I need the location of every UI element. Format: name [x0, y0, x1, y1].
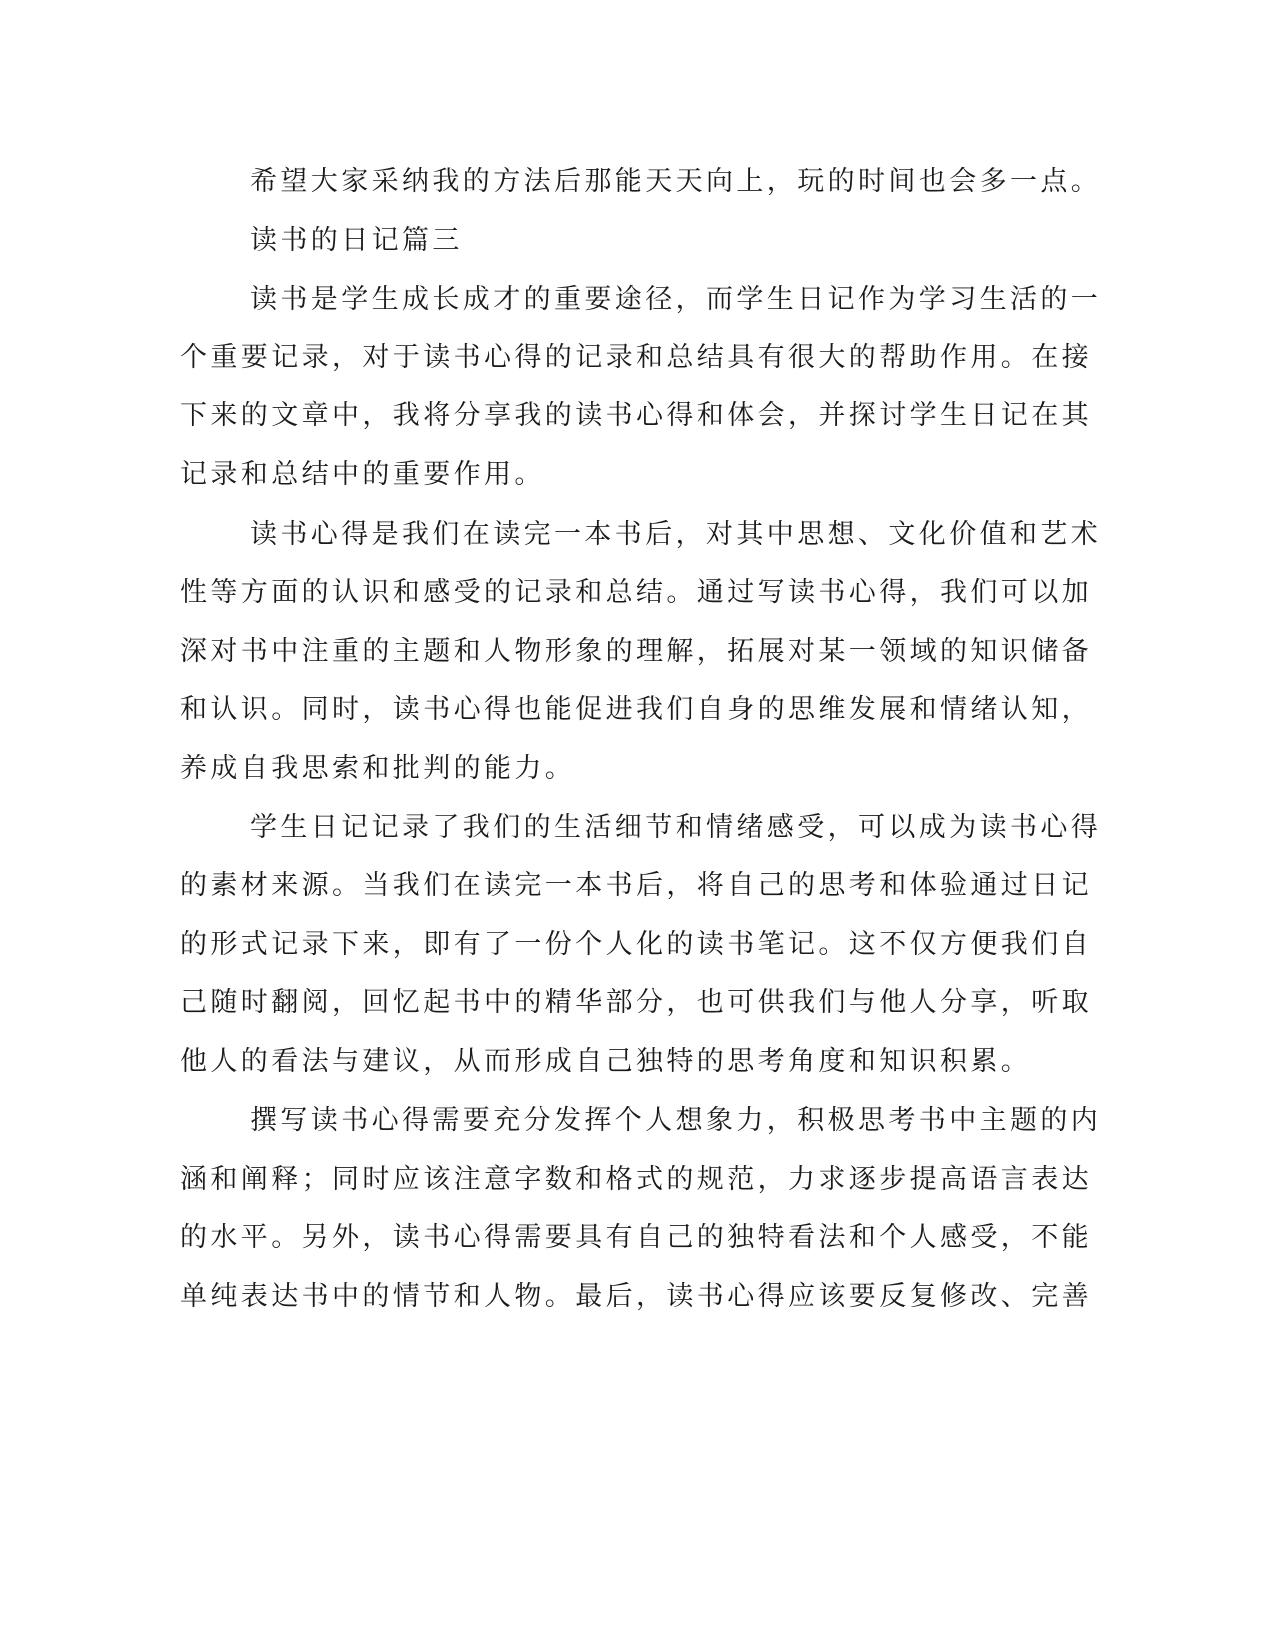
- paragraph-line: 己随时翻阅，回忆起书中的精华部分，也可供我们与他人分享，听取: [180, 987, 1092, 1018]
- section-heading: 读书的日记篇三: [250, 225, 463, 256]
- paragraph-line: 希望大家采纳我的方法后那能天天向上，玩的时间也会多一点。: [250, 166, 1102, 197]
- paragraph-line: 养成自我思索和批判的能力。: [180, 753, 576, 784]
- paragraph-line: 读书是学生成长成才的重要途径，而学生日记作为学习生活的一: [250, 284, 1102, 315]
- paragraph-line: 性等方面的认识和感受的记录和总结。通过写读书心得，我们可以加: [180, 577, 1092, 608]
- paragraph-line: 深对书中注重的主题和人物形象的理解，拓展对某一领域的知识储备: [180, 636, 1092, 667]
- paragraph-line: 涵和阐释；同时应该注意字数和格式的规范，力求逐步提高语言表达: [180, 1164, 1092, 1195]
- paragraph-line: 撰写读书心得需要充分发挥个人想象力，积极思考书中主题的内: [250, 1105, 1102, 1136]
- paragraph-line: 他人的看法与建议，从而形成自己独特的思考角度和知识积累。: [180, 1046, 1032, 1077]
- paragraph-line: 读书心得是我们在读完一本书后，对其中思想、文化价值和艺术: [250, 519, 1102, 550]
- paragraph-line: 的水平。另外，读书心得需要具有自己的独特看法和个人感受，不能: [180, 1222, 1092, 1253]
- paragraph-line: 学生日记记录了我们的生活细节和情绪感受，可以成为读书心得: [250, 812, 1102, 843]
- paragraph-line: 下来的文章中，我将分享我的读书心得和体会，并探讨学生日记在其: [180, 400, 1092, 431]
- paragraph-line: 个重要记录，对于读书心得的记录和总结具有很大的帮助作用。在接: [180, 342, 1092, 373]
- paragraph-line: 的素材来源。当我们在读完一本书后，将自己的思考和体验通过日记: [180, 870, 1092, 901]
- paragraph-line: 和认识。同时，读书心得也能促进我们自身的思维发展和情绪认知，: [180, 694, 1092, 725]
- paragraph-line: 单纯表达书中的情节和人物。最后，读书心得应该要反复修改、完善: [180, 1281, 1092, 1312]
- paragraph-line: 的形式记录下来，即有了一份个人化的读书笔记。这不仅方便我们自: [180, 929, 1092, 960]
- paragraph-line: 记录和总结中的重要作用。: [180, 459, 545, 490]
